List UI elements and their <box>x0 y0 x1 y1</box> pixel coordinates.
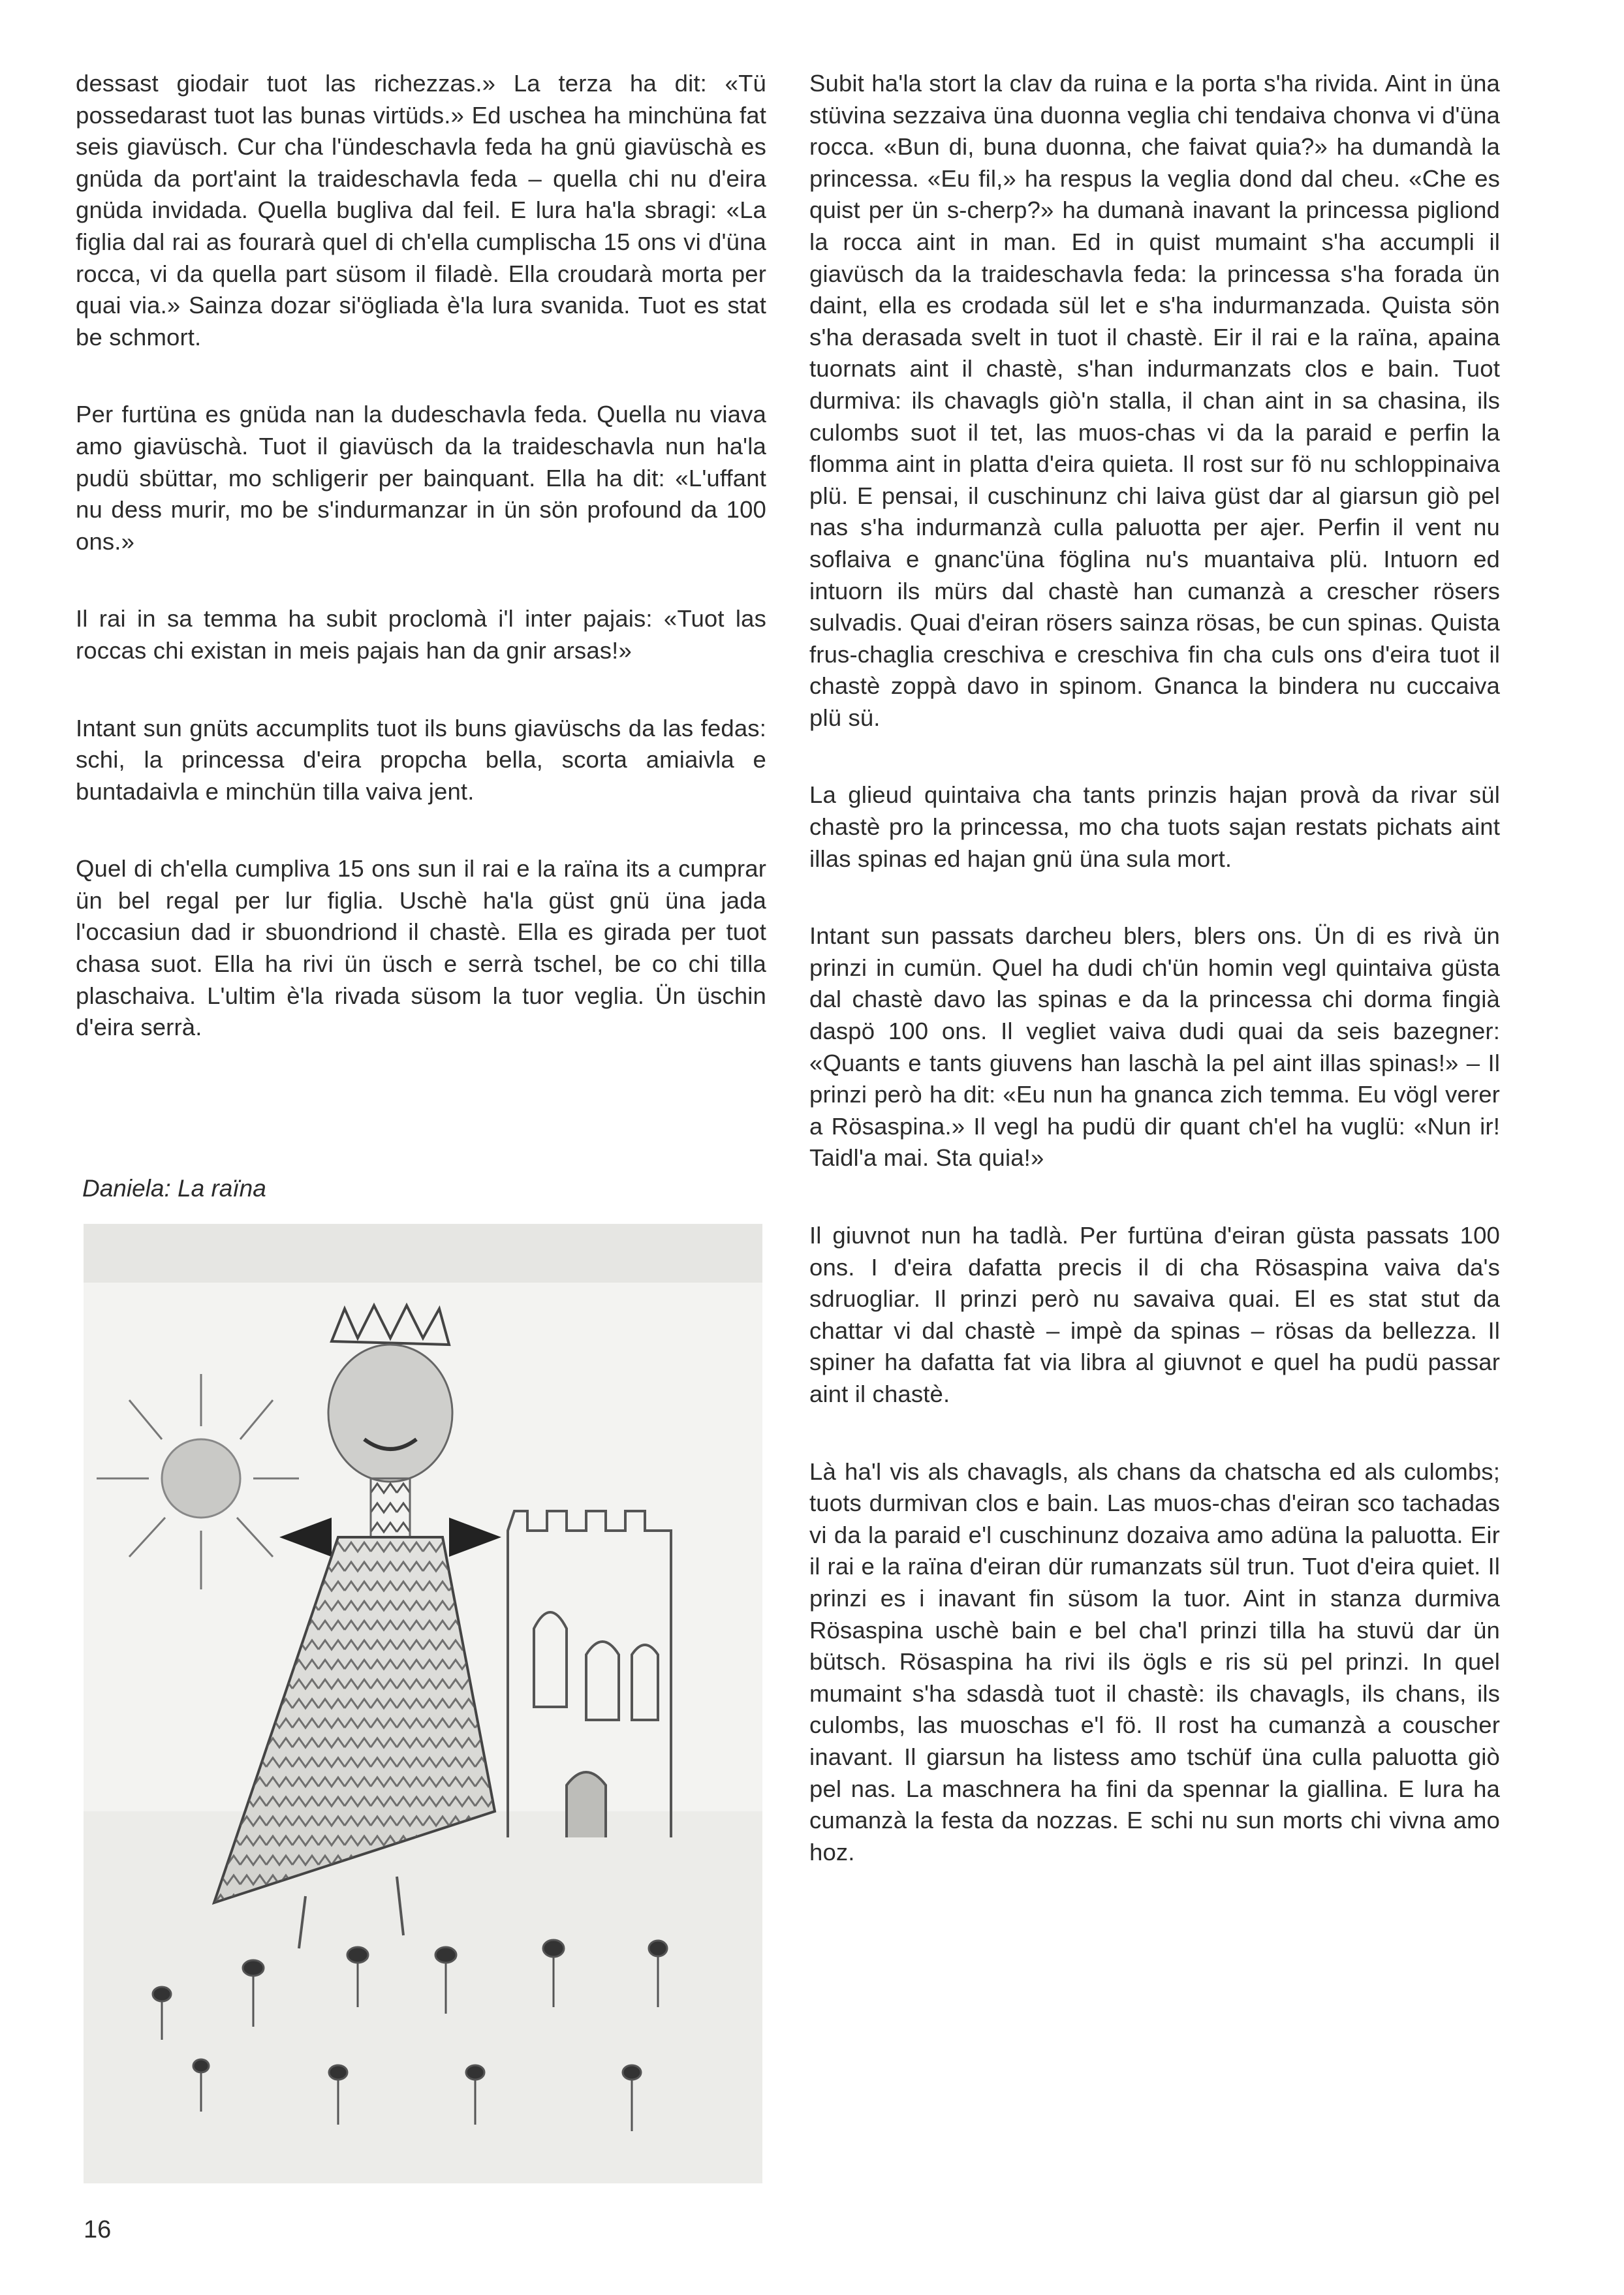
paragraph: Per furtüna es gnüda nan la dudeschavla feda. Quella nu viava amo giavüschà. Tuot il giavüsch da la traideschavla nun ha'la pudü sbüttar, mo schligerir per bainquant. Ella ha dit: «L'uffant nu dess murir, mo be s'indurmanzar in ün sön profound da 100 ons.» <box>76 401 766 555</box>
paragraph: Quel di ch'ella cumpliva 15 ons sun il rai e la raïna its a cumprar ün bel regal per lur figlia. Uschè ha'la güst gnü üna jada l'occasiun dad ir sbuondriond il chastè. Ella es girada per tuot chasa suot. Ella ha rivi ün üsch e serrà tschel, be co chi tilla plaschaiva. L'ultim è'la rivada süsom la tuor veglia. Ün üschin d'eira serrà. <box>76 855 766 1041</box>
paragraph: Là ha'l vis als chavagls, als chans da chatscha ed als culombs; tuots durmivan clos e bain. Las muos-chas d'eiran sco tachadas vi da la paraid e'l cuschinunz dozaiva amo adüna la paluotta. Eir il rai e la raïna d'eiran dür rumanzats sül trun. Tuot d'eira quiet. Il prinzi es i inavant fin süsom la tuor. Aint in stanza durmiva Rösaspina uschè bain e bel cha'l prinzi tilla ha stuvü dar ün bütsch. Rösaspina ha rivi ils ögls e ris sü pel prinzi. In quel mumaint s'ha sdasdà tuot il chastè: ils chavagls, ils chans, ils culombs, las muoschas e'l fö. Il rost ha cumanzà a couscher inavant. Il giarsun ha listess amo tschüf üna culla paluotta giò pel nas. La maschnera ha fini da spennar la giallina. E lura ha cumanzà la festa da nozzas. E schi nu sun morts chi vivna amo hoz. <box>809 1458 1500 1866</box>
illustration-caption: Daniela: La raïna <box>82 1175 266 1202</box>
paragraph: Intant sun passats darcheu blers, blers ons. Ün di es rivà ün prinzi in cumün. Quel ha dudi ch'ün homin vegl quintaiva güsta dal chastè davo las spinas e da la princessa chi dorma fingià daspö 100 ons. Il vegliet vaiva dudi quai da seis bazegner: «Quants e tants giuvens han laschà la pel aint illas spinas!» – Il prinzi però ha dit: «Eu nun ha gnanca zich temma. Eu vögl verer a Rösaspina.» Il vegl ha pudü dir quant ch'el ha vuglü: «Nun ir! Taidl'a mai. Sta quia!» <box>809 922 1500 1172</box>
right-column <box>809 68 1500 1914</box>
paragraph: Il rai in sa temma ha subit proclomà i'l inter pajais: «Tuot las roccas chi existan in meis pajais han da gnir arsas!» <box>76 605 766 664</box>
paragraph: Il giuvnot nun ha tadlà. Per furtüna d'eiran güsta passats 100 ons. I d'eira dafatta precis il di cha Rösaspina vaiva da's sdruogliar. Il prinzi però nu savaiva quai. El es stat stut da chattar vi dal chastè – impè da spinas – rösas da bellezza. Il spiner ha dafatta fat via libra al giuvnot e quel ha pudü passar aint il chastè. <box>809 1222 1500 1407</box>
left-column <box>76 68 766 1089</box>
paragraph: Subit ha'la stort la clav da ruina e la porta s'ha rivida. Aint in üna stüvina sezzaiva üna duonna veglia chi tendaiva chonva vi d'üna rocca. «Bun di, buna duonna, che faivat quia?» ha dumandà la princessa. «Eu fil,» ha respus la veglia dond dal cheu. «Che es quist per ün s-cherp?» ha dumanà inavant la princessa pigliond la rocca aint in man. Ed in quist mumaint s'ha accumpli il giavüsch da la traideschavla feda: la princessa s'ha forada ün daint, ella es crodada sül let e s'ha indurmanzada. Quista sön s'ha derasada svelt in tuot il chastè. Eir il rai e la raïna, apaina tuornats aint il chastè, s'han indurmanzats clos e bain. Tuot durmiva: ils chavagls giò'n stalla, il chan aint in sa chasina, ils culombs suot il tet, las muos-chas vi da la paraid e perfin la flomma aint in platta d'eira quieta. Il rost sur fö nu schloppinaiva plü. E pensai, il cuschinunz chi laiva güst dar al giarsun giò pel nas s'ha indurmanzà culla paluotta per ajer. Perfin il vent nu soflaiva e gnanc'üna föglina nu's muantaiva plü. Intuorn ed intuorn ils mürs dal chastè han cumanzà a crescher rösers sulvadis. Quai d'eiran rösers sainza rösas, be cun spinas. Quista frus-chaglia creschiva e creschiva fin cha culs ons d'eira tuot il chastè zoppà davo in spinom. Gnanca la bindera nu cuccaiva plü sü. <box>809 70 1500 731</box>
paragraph: La glieud quintaiva cha tants prinzis hajan provà da rivar sül chastè pro la princessa, mo cha tuots sajan restats pichats aint illas spinas ed hajan gnü üna sula mort. <box>809 781 1500 872</box>
paragraph: Intant sun gnüts accumplits tuot ils buns giavüschs da las fedas: schi, la princessa d'eira propcha bella, scorta amiaivla e buntadaivla e minchün tilla vaiva jent. <box>76 714 766 805</box>
paragraph: dessast giodair tuot las richezzas.» La terza ha dit: «Tü possedarast tuot las bunas virtüds.» Ed uschea ha minchüna fat seis giavüsch. Cur cha l'ündeschavla feda ha gnü giavüschà es gnüda da port'aint la traideschavla feda – quella chi nu d'eira gnüda invidada. Quella bugliva dal feil. E lura ha'la sbragi: «La figlia dal rai as fourarà quel di ch'ella cumplischa 15 ons vi d'üna rocca, vi da quella part süsom il filadè. Ella croudarà morta per quai via.» Sainza dozar si'ögliada è'la lura svanida. Tuot es stat be schmort. <box>76 70 766 351</box>
child-drawing-illustration <box>84 1224 762 2183</box>
page-number: 16 <box>84 2216 112 2243</box>
